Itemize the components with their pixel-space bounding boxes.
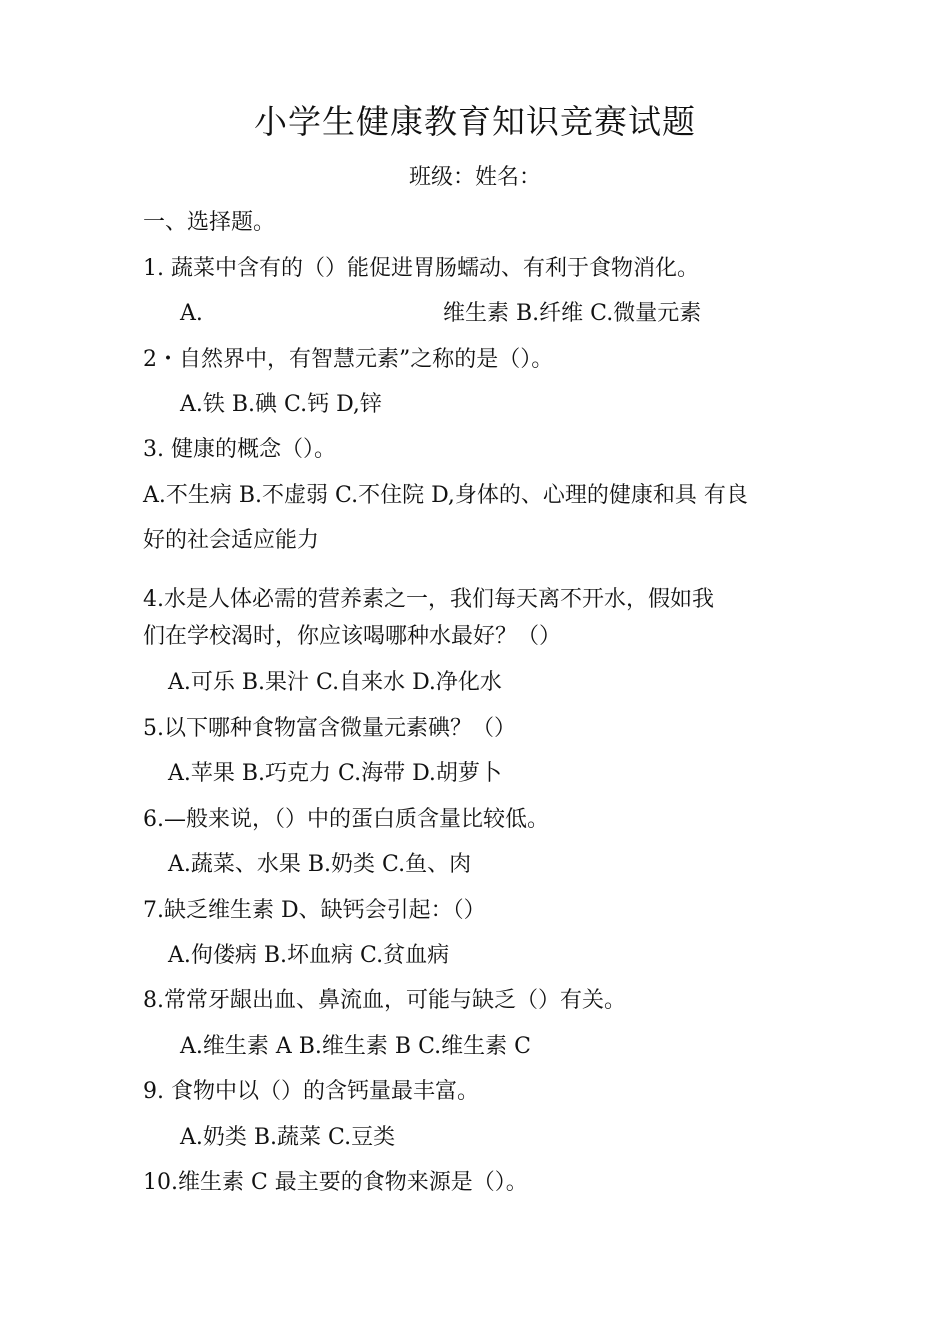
question-1-option-a: A. (180, 301, 203, 326)
question-3-options-cont: 好的社会适应能力 (143, 528, 320, 553)
question-4: 4.水是人体必需的营养素之一，我们每天离不开水，假如我 (143, 587, 714, 612)
question-6-options: A.蔬菜、水果 B.奶类 C.鱼、肉 (168, 852, 472, 877)
question-10: 10.维生素 C 最主要的食物来源是（）。 (143, 1170, 528, 1195)
question-4-cont: 们在学校渴时，你应该喝哪种水最好？（） (143, 624, 562, 649)
question-8-options: A.维生素 A B.维生素 B C.维生素 C (180, 1034, 531, 1059)
question-5-options: A.苹果 B.巧克力 C.海带 D.胡萝卜 (168, 761, 502, 786)
question-9: 9. 食物中以（）的含钙量最丰富。 (143, 1079, 479, 1104)
question-6: 6.—般来说，（）中的蛋白质含量比较低。 (143, 807, 549, 832)
question-1: 1. 蔬菜中含有的（）能促进胃肠蠕动、有利于食物消化。 (143, 256, 699, 281)
question-7-options: A.佝偻病 B.坏血病 C.贫血病 (168, 943, 450, 968)
question-8: 8.常常牙龈出血、鼻流血，可能与缺乏（）有关。 (143, 988, 626, 1013)
question-3: 3. 健康的概念（）。 (143, 437, 336, 462)
question-5: 5.以下哪种食物富含微量元素碘？（） (143, 716, 516, 741)
section-heading: 一、选择题。 (143, 210, 276, 235)
page-title: 小学生健康教育知识竞赛试题 (254, 102, 696, 141)
question-9-options: A.奶类 B.蔬菜 C.豆类 (180, 1125, 396, 1150)
question-7: 7.缺乏维生素 D、缺钙会引起：（） (143, 898, 486, 923)
question-3-options: A.不生病 B.不虚弱 C.不住院 D,身体的、心理的健康和具 有良 (143, 483, 748, 508)
question-1-options: 维生素 B.纤维 C.微量元素 (443, 301, 702, 326)
question-2-options: A.铁 B.碘 C.钙 D,锌 (180, 392, 382, 417)
question-2: 2・自然界中，有智慧元素”之称的是（）。 (143, 347, 554, 372)
class-name-line: 班级：姓名： (408, 165, 541, 190)
question-4-options: A.可乐 B.果汁 C.自来水 D.净化水 (168, 670, 502, 695)
